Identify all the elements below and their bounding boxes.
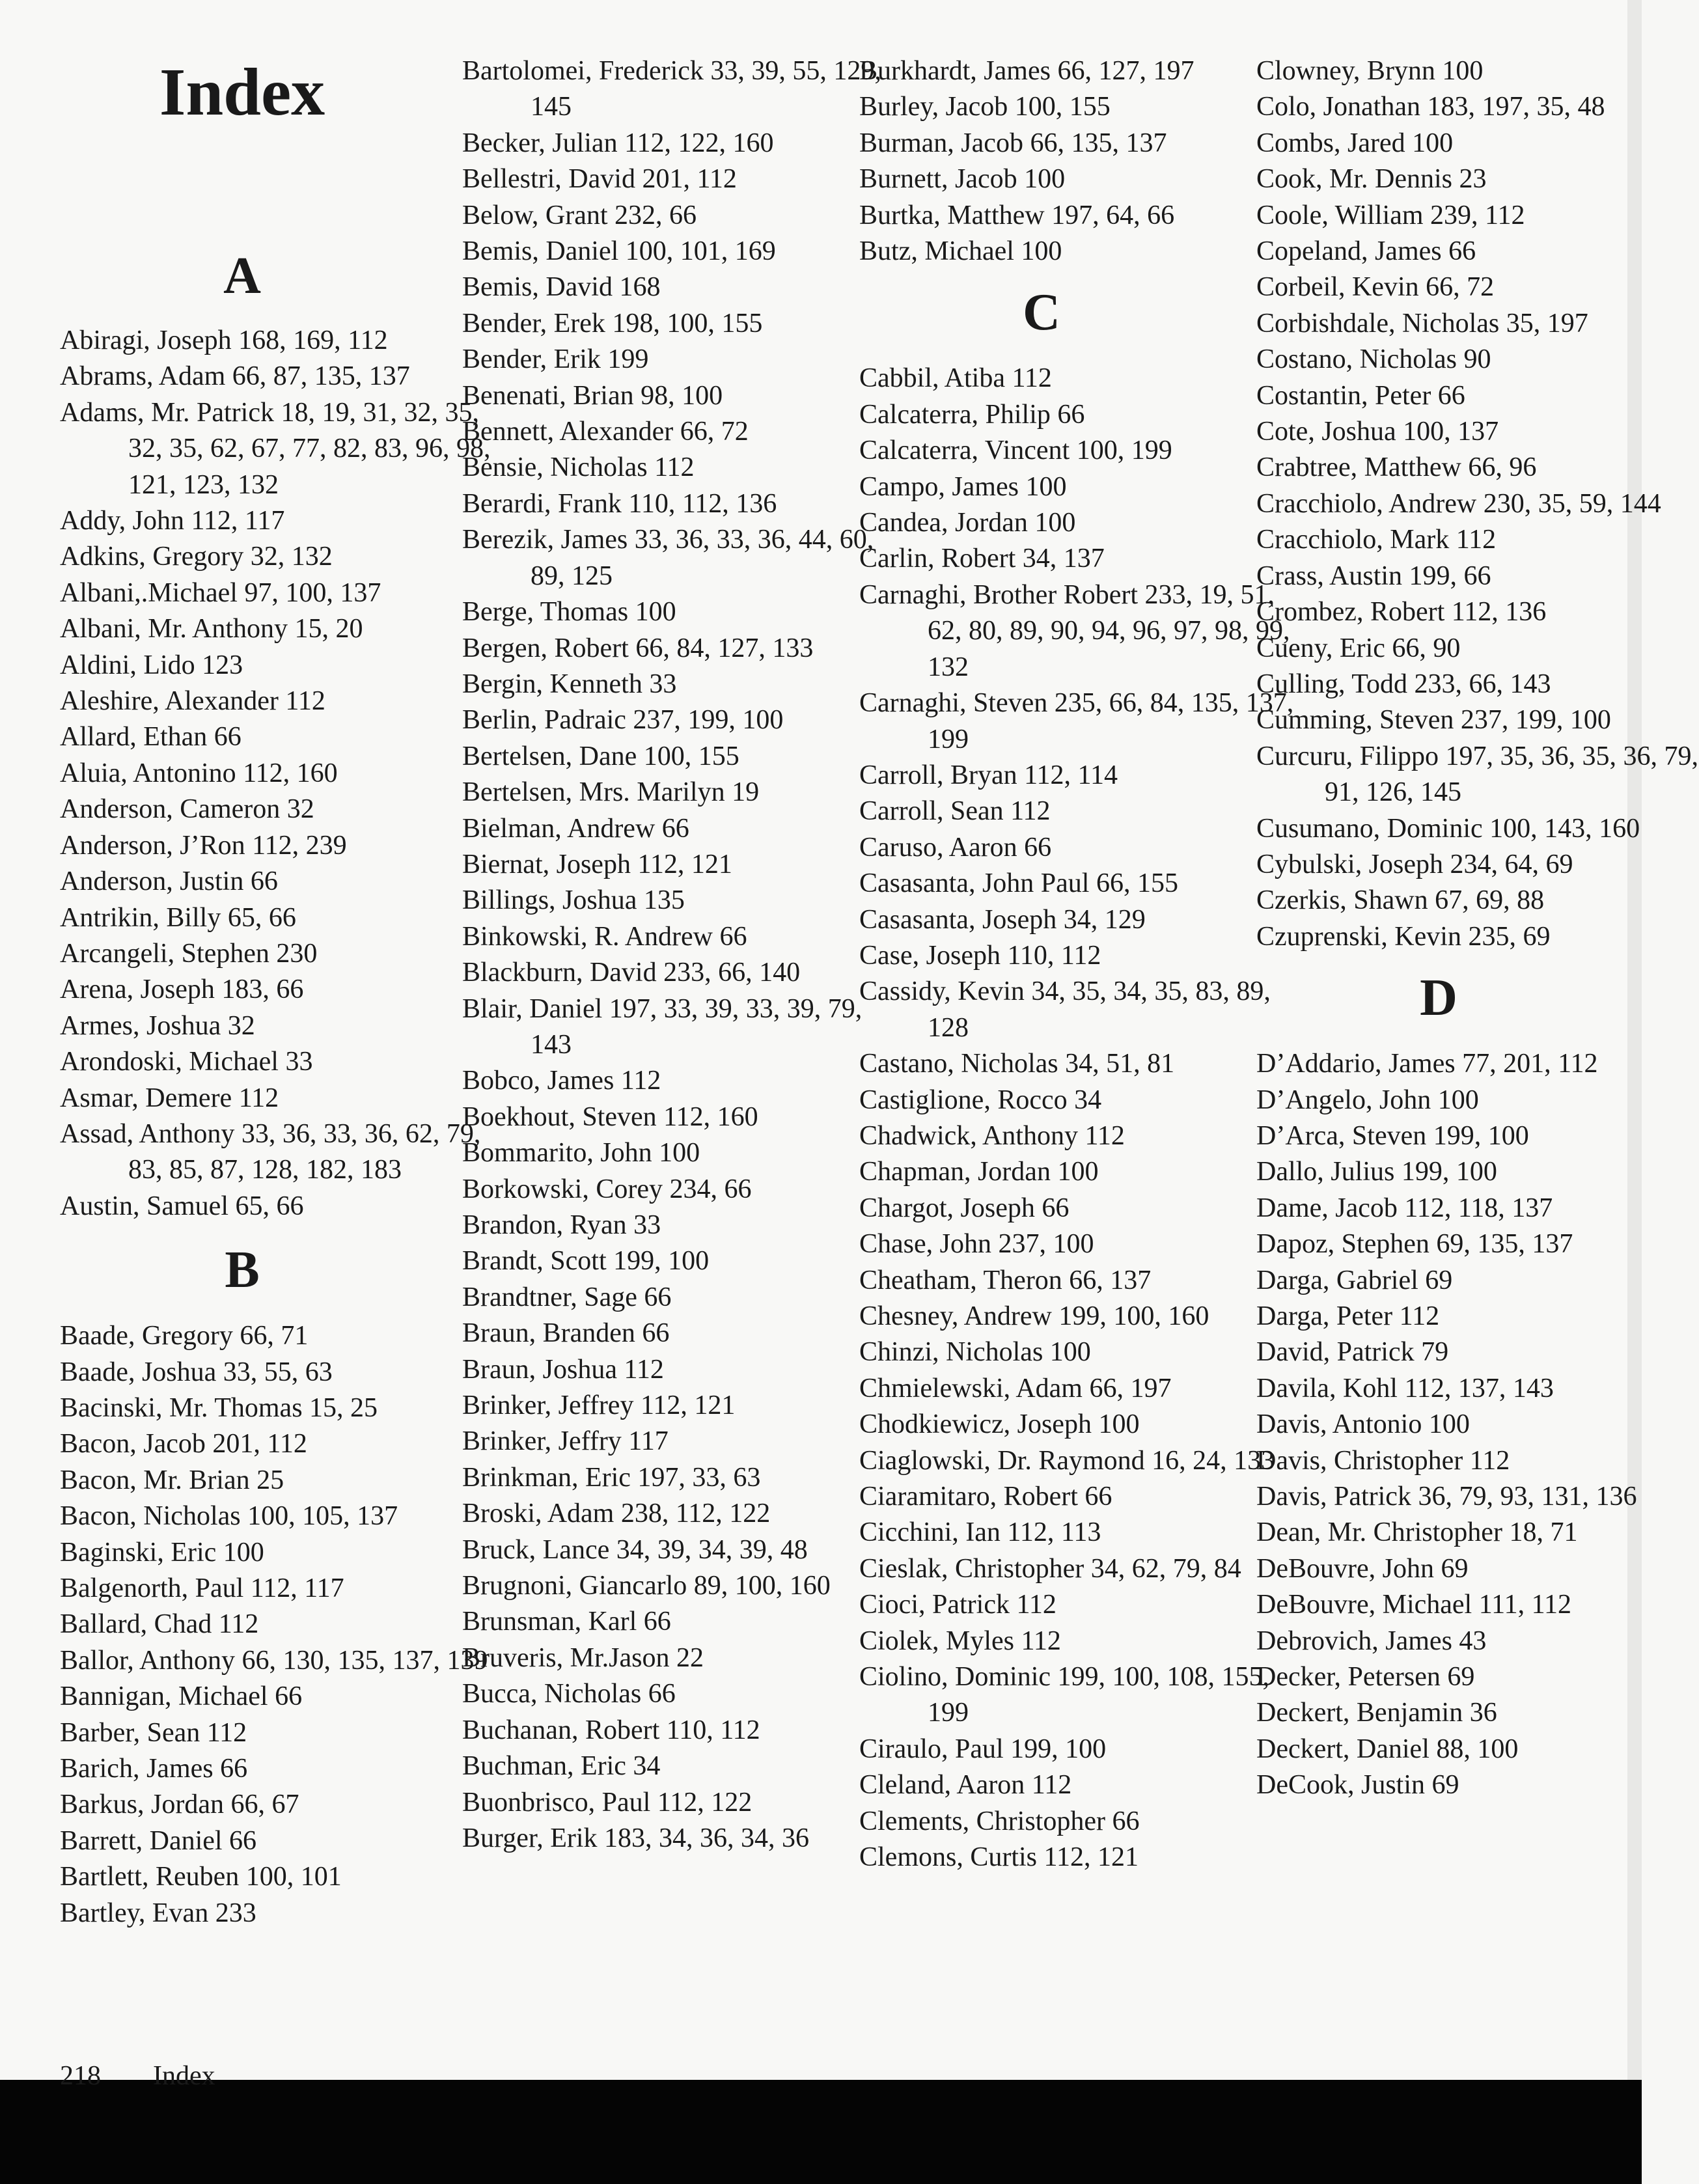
section-letter-c: C xyxy=(1023,284,1060,342)
index-entry: Cook, Mr. Dennis 23 xyxy=(1256,164,1487,195)
index-entry: Brinkman, Eric 197, 33, 63 xyxy=(462,1462,761,1493)
index-column-4 xyxy=(1256,53,1698,1804)
index-entry: Aleshire, Alexander 112 xyxy=(60,686,325,717)
index-entry: Anderson, Cameron 32 xyxy=(60,794,314,825)
index-entry: Bennett, Alexander 66, 72 xyxy=(462,417,749,447)
index-entry: Cybulski, Joseph 234, 64, 69 xyxy=(1256,849,1573,879)
index-entry: Corbeil, Kevin 66, 72 xyxy=(1256,272,1495,303)
index-entry: Bartlett, Reuben 100, 101 xyxy=(60,1862,342,1892)
index-entry: Bartley, Evan 233 xyxy=(60,1898,256,1928)
index-entry: Arena, Joseph 183, 66 xyxy=(60,975,304,1005)
index-entry: D’Addario, James 77, 201, 112 xyxy=(1256,1049,1598,1079)
index-entry: Borkowski, Corey 234, 66 xyxy=(462,1174,752,1204)
index-entry: Bartolomei, Frederick 33, 39, 55, 129, 145 xyxy=(462,56,881,122)
index-entry: Bensie, Nicholas 112 xyxy=(462,452,695,483)
index-entry: Cote, Joshua 100, 137 xyxy=(1256,417,1499,447)
index-entry: Boekhout, Steven 112, 160 xyxy=(462,1101,758,1132)
index-entry: Buchanan, Robert 110, 112 xyxy=(462,1715,760,1745)
index-entry: Burman, Jacob 66, 135, 137 xyxy=(859,128,1167,158)
index-entry: Antrikin, Billy 65, 66 xyxy=(60,902,296,933)
index-entry: Arcangeli, Stephen 230 xyxy=(60,938,318,969)
index-entry: Dean, Mr. Christopher 18, 71 xyxy=(1256,1517,1578,1548)
index-entry: Chadwick, Anthony 112 xyxy=(859,1120,1125,1151)
index-entry: Cracchiolo, Andrew 230, 35, 59, 144 xyxy=(1256,488,1661,519)
index-entry: Dame, Jacob 112, 118, 137 xyxy=(1256,1193,1553,1223)
index-entry: Campo, James 100 xyxy=(859,471,1067,502)
index-entry: Bielman, Andrew 66 xyxy=(462,813,689,844)
index-entry: Davis, Christopher 112 xyxy=(1256,1445,1510,1476)
index-entry: Burger, Erik 183, 34, 36, 34, 36 xyxy=(462,1823,809,1853)
index-entry: Chinzi, Nicholas 100 xyxy=(859,1337,1091,1368)
index-entry: Dapoz, Stephen 69, 135, 137 xyxy=(1256,1229,1573,1260)
index-entry: Chmielewski, Adam 66, 197 xyxy=(859,1373,1172,1403)
index-entry: Below, Grant 232, 66 xyxy=(462,200,697,230)
index-entry: D’Arca, Steven 199, 100 xyxy=(1256,1120,1529,1151)
index-entry: Buonbrisco, Paul 112, 122 xyxy=(462,1787,753,1818)
index-entry: Cueny, Eric 66, 90 xyxy=(1256,633,1461,663)
index-entry: Blackburn, David 233, 66, 140 xyxy=(462,958,801,988)
index-entry: Bommarito, John 100 xyxy=(462,1138,700,1168)
index-entry: Crabtree, Matthew 66, 96 xyxy=(1256,452,1537,483)
index-entry: Davis, Antonio 100 xyxy=(1256,1409,1470,1440)
index-entry: Czuprenski, Kevin 235, 69 xyxy=(1256,921,1551,952)
index-entry: Decker, Petersen 69 xyxy=(1256,1662,1475,1693)
index-entry: Deckert, Daniel 88, 100 xyxy=(1256,1734,1519,1764)
index-entry: Bacinski, Mr. Thomas 15, 25 xyxy=(60,1392,378,1423)
index-entry: Baade, Gregory 66, 71 xyxy=(60,1321,309,1351)
index-entry: Cusumano, Dominic 100, 143, 160 xyxy=(1256,813,1640,844)
index-entry: Broski, Adam 238, 112, 122 xyxy=(462,1499,771,1529)
index-entry: Braun, Joshua 112 xyxy=(462,1354,664,1385)
index-entry: Bergin, Kenneth 33 xyxy=(462,669,677,699)
index-entry: Casasanta, Joseph 34, 129 xyxy=(859,904,1146,935)
index-entry: Debrovich, James 43 xyxy=(1256,1625,1487,1656)
index-entry: Addy, John 112, 117 xyxy=(60,506,285,536)
index-entry: Adkins, Gregory 32, 132 xyxy=(60,542,333,572)
index-entry: Burkhardt, James 66, 127, 197 xyxy=(859,56,1195,86)
index-entry: Bacon, Mr. Brian 25 xyxy=(60,1465,284,1495)
index-entry: Dallo, Julius 199, 100 xyxy=(1256,1157,1497,1187)
index-entry: Curcuru, Filippo 197, 35, 36, 35, 36, 79, 91, 126, 145 xyxy=(1256,741,1698,808)
index-entry: Carroll, Sean 112 xyxy=(859,796,1051,827)
index-entry: Clowney, Brynn 100 xyxy=(1256,56,1484,86)
index-entry: Ciolino, Dominic 199, 100, 108, 155, 199 xyxy=(859,1662,1269,1728)
index-entry: Czerkis, Shawn 67, 69, 88 xyxy=(1256,885,1545,916)
index-entry: Anderson, Justin 66 xyxy=(60,866,278,897)
index-entry: Albani, Mr. Anthony 15, 20 xyxy=(60,614,363,644)
index-entry: Benenati, Brian 98, 100 xyxy=(462,380,723,411)
index-entry: Barkus, Jordan 66, 67 xyxy=(60,1790,299,1820)
index-entry: Brandt, Scott 199, 100 xyxy=(462,1246,710,1277)
index-entry: Davila, Kohl 112, 137, 143 xyxy=(1256,1373,1554,1403)
index-entry: Ciolek, Myles 112 xyxy=(859,1625,1061,1656)
index-entry: Calcaterra, Philip 66 xyxy=(859,399,1085,430)
index-entry: Crass, Austin 199, 66 xyxy=(1256,560,1491,591)
index-entry: Burley, Jacob 100, 155 xyxy=(859,92,1111,122)
index-entry: Carlin, Robert 34, 137 xyxy=(859,544,1105,574)
index-column-2 xyxy=(462,53,881,1857)
index-entry: Bacon, Jacob 201, 112 xyxy=(60,1429,307,1459)
index-entry: Costantin, Peter 66 xyxy=(1256,380,1465,411)
index-column-1 xyxy=(60,52,491,1931)
index-entry: Casasanta, John Paul 66, 155 xyxy=(859,868,1178,899)
index-entry: Cassidy, Kevin 34, 35, 34, 35, 83, 89, 128 xyxy=(859,976,1271,1043)
index-entry: Butz, Michael 100 xyxy=(859,236,1062,267)
index-entry: Brandtner, Sage 66 xyxy=(462,1282,672,1312)
index-entry: Costano, Nicholas 90 xyxy=(1256,344,1491,375)
index-entry: Combs, Jared 100 xyxy=(1256,128,1454,158)
index-entry: Burnett, Jacob 100 xyxy=(859,164,1066,195)
index-entry: Becker, Julian 112, 122, 160 xyxy=(462,128,774,158)
index-entry: Carnaghi, Steven 235, 66, 84, 135, 137, 199 xyxy=(859,688,1294,754)
index-entry: Baade, Joshua 33, 55, 63 xyxy=(60,1357,333,1387)
index-entry: Corbishdale, Nicholas 35, 197 xyxy=(1256,308,1588,339)
index-entry: Bemis, David 168 xyxy=(462,272,661,303)
index-entry: Billings, Joshua 135 xyxy=(462,885,685,916)
index-entry: Bender, Erek 198, 100, 155 xyxy=(462,308,763,339)
index-entry: Balgenorth, Paul 112, 117 xyxy=(60,1573,344,1603)
index-entry: Arondoski, Michael 33 xyxy=(60,1047,313,1077)
index-entry: Buchman, Eric 34 xyxy=(462,1751,661,1782)
index-entry: Bacon, Nicholas 100, 105, 137 xyxy=(60,1501,398,1532)
index-entry: Biernat, Joseph 112, 121 xyxy=(462,849,732,879)
index-entry: Abiragi, Joseph 168, 169, 112 xyxy=(60,325,388,355)
index-entry: Braun, Branden 66 xyxy=(462,1318,670,1349)
index-entry: Brunsman, Karl 66 xyxy=(462,1607,671,1637)
index-entry: Ballor, Anthony 66, 130, 135, 137, 139 xyxy=(60,1645,488,1676)
index-entry: Bemis, Daniel 100, 101, 169 xyxy=(462,236,776,267)
index-entry: Brandon, Ryan 33 xyxy=(462,1210,661,1240)
index-entry: D’Angelo, John 100 xyxy=(1256,1085,1479,1115)
index-entry: DeBouvre, John 69 xyxy=(1256,1553,1469,1584)
index-column-3 xyxy=(859,53,1294,1876)
index-entry: Cleland, Aaron 112 xyxy=(859,1770,1072,1801)
index-entry: Berlin, Padraic 237, 199, 100 xyxy=(462,705,784,736)
index-entry: Chesney, Andrew 199, 100, 160 xyxy=(859,1301,1209,1331)
index-entry: Darga, Peter 112 xyxy=(1256,1301,1440,1331)
index-entry: Bertelsen, Mrs. Marilyn 19 xyxy=(462,777,760,808)
index-entry: DeBouvre, Michael 111, 112 xyxy=(1256,1590,1572,1620)
index-entry: Armes, Joshua 32 xyxy=(60,1010,255,1041)
index-entry: Bergen, Robert 66, 84, 127, 133 xyxy=(462,633,814,663)
index-entry: Adams, Mr. Patrick 18, 19, 31, 32, 35, 32, 35, 62, 67, 77, 82, 83, 96, 98, 121, 123, 132 xyxy=(60,397,491,500)
index-entry: Castiglione, Rocco 34 xyxy=(859,1085,1102,1115)
index-entry: Ballard, Chad 112 xyxy=(60,1609,259,1640)
index-entry: Cheatham, Theron 66, 137 xyxy=(859,1265,1152,1295)
index-entry: Cabbil, Atiba 112 xyxy=(859,363,1052,394)
scan-border xyxy=(0,2080,1642,2184)
index-entry: Asmar, Demere 112 xyxy=(60,1083,279,1113)
index-entry: Case, Joseph 110, 112 xyxy=(859,940,1101,971)
index-entry: Bobco, James 112 xyxy=(462,1066,661,1096)
index-entry: Carroll, Bryan 112, 114 xyxy=(859,760,1118,790)
index-entry: Cicchini, Ian 112, 113 xyxy=(859,1517,1101,1548)
index-entry: Colo, Jonathan 183, 197, 35, 48 xyxy=(1256,92,1605,122)
index-entry: DeCook, Justin 69 xyxy=(1256,1770,1459,1801)
section-letter-d: D xyxy=(1420,969,1457,1027)
index-entry: Anderson, J’Ron 112, 239 xyxy=(60,830,347,861)
index-entry: Cieslak, Christopher 34, 62, 79, 84 xyxy=(859,1553,1241,1584)
index-entry: Cumming, Steven 237, 199, 100 xyxy=(1256,705,1611,736)
index-entry: Blair, Daniel 197, 33, 39, 33, 39, 79, 143 xyxy=(462,993,863,1060)
index-entry: Bruck, Lance 34, 39, 34, 39, 48 xyxy=(462,1534,808,1565)
index-entry: Bellestri, David 201, 112 xyxy=(462,164,737,195)
index-entry: Cioci, Patrick 112 xyxy=(859,1590,1057,1620)
index-entry: Davis, Patrick 36, 79, 93, 131, 136 xyxy=(1256,1482,1637,1512)
index-entry: Ciraulo, Paul 199, 100 xyxy=(859,1734,1107,1764)
index-entry: Chase, John 237, 100 xyxy=(859,1229,1094,1260)
index-entry: Cracchiolo, Mark 112 xyxy=(1256,525,1497,555)
index-entry: Brinker, Jeffry 117 xyxy=(462,1426,669,1457)
index-entry: David, Patrick 79 xyxy=(1256,1337,1449,1368)
section-letter-a: A xyxy=(223,247,261,305)
section-letter-b: B xyxy=(225,1241,260,1299)
index-entry: Coole, William 239, 112 xyxy=(1256,200,1525,230)
index-entry: Brugnoni, Giancarlo 89, 100, 160 xyxy=(462,1571,831,1601)
index-entry: Bender, Erik 199 xyxy=(462,344,649,375)
index-entry: Carnaghi, Brother Robert 233, 19, 51, 62, 80, 89, 90, 94, 96, 97, 98, 99, 132 xyxy=(859,579,1290,682)
index-entry: Abrams, Adam 66, 87, 135, 137 xyxy=(60,361,410,392)
index-entry: Darga, Gabriel 69 xyxy=(1256,1265,1453,1295)
index-entry: Ciaramitaro, Robert 66 xyxy=(859,1482,1112,1512)
index-entry: Aldini, Lido 123 xyxy=(60,650,243,680)
index-entry: Berardi, Frank 110, 112, 136 xyxy=(462,488,777,519)
index-entry: Barich, James 66 xyxy=(60,1754,248,1784)
index-entry: Crombez, Robert 112, 136 xyxy=(1256,597,1547,628)
index-entry: Candea, Jordan 100 xyxy=(859,508,1076,538)
index-entry: Chodkiewicz, Joseph 100 xyxy=(859,1409,1140,1440)
index-entry: Baginski, Eric 100 xyxy=(60,1537,264,1568)
footer-label: Index xyxy=(153,2061,215,2091)
page-number: 218 xyxy=(60,2061,101,2091)
index-entry: Copeland, James 66 xyxy=(1256,236,1476,267)
index-entry: Bertelsen, Dane 100, 155 xyxy=(462,741,739,771)
index-entry: Berge, Thomas 100 xyxy=(462,597,676,628)
index-entry: Binkowski, R. Andrew 66 xyxy=(462,921,747,952)
index-entry: Berezik, James 33, 36, 33, 36, 44, 60, 89, 125 xyxy=(462,525,874,591)
index-entry: Clemons, Curtis 112, 121 xyxy=(859,1842,1139,1873)
index-entry: Allard, Ethan 66 xyxy=(60,722,242,753)
index-entry: Bruveris, Mr.Jason 22 xyxy=(462,1642,704,1673)
index-entry: Albani,.Michael 97, 100, 137 xyxy=(60,577,381,608)
index-entry: Brinker, Jeffrey 112, 121 xyxy=(462,1390,736,1421)
index-entry: Assad, Anthony 33, 36, 33, 36, 62, 79, 83, 85, 87, 128, 182, 183 xyxy=(60,1118,481,1185)
index-entry: Burtka, Matthew 197, 64, 66 xyxy=(859,200,1175,230)
index-entry: Bannigan, Michael 66 xyxy=(60,1681,303,1712)
index-entry: Deckert, Benjamin 36 xyxy=(1256,1698,1497,1728)
index-entry: Chargot, Joseph 66 xyxy=(859,1193,1070,1223)
index-entry: Clements, Christopher 66 xyxy=(859,1806,1140,1836)
index-entry: Castano, Nicholas 34, 51, 81 xyxy=(859,1049,1175,1079)
index-entry: Chapman, Jordan 100 xyxy=(859,1157,1099,1187)
index-entry: Barber, Sean 112 xyxy=(60,1717,247,1748)
index-entry: Caruso, Aaron 66 xyxy=(859,832,1052,863)
index-entry: Aluia, Antonino 112, 160 xyxy=(60,758,338,788)
page-title: Index xyxy=(159,55,325,130)
index-entry: Bucca, Nicholas 66 xyxy=(462,1679,676,1709)
index-entry: Ciaglowski, Dr. Raymond 16, 24, 133 xyxy=(859,1445,1275,1476)
index-entry: Austin, Samuel 65, 66 xyxy=(60,1191,304,1221)
index-entry: Calcaterra, Vincent 100, 199 xyxy=(859,435,1172,466)
index-entry: Barrett, Daniel 66 xyxy=(60,1825,257,1856)
index-entry: Culling, Todd 233, 66, 143 xyxy=(1256,669,1551,699)
page-footer xyxy=(60,2058,215,2094)
